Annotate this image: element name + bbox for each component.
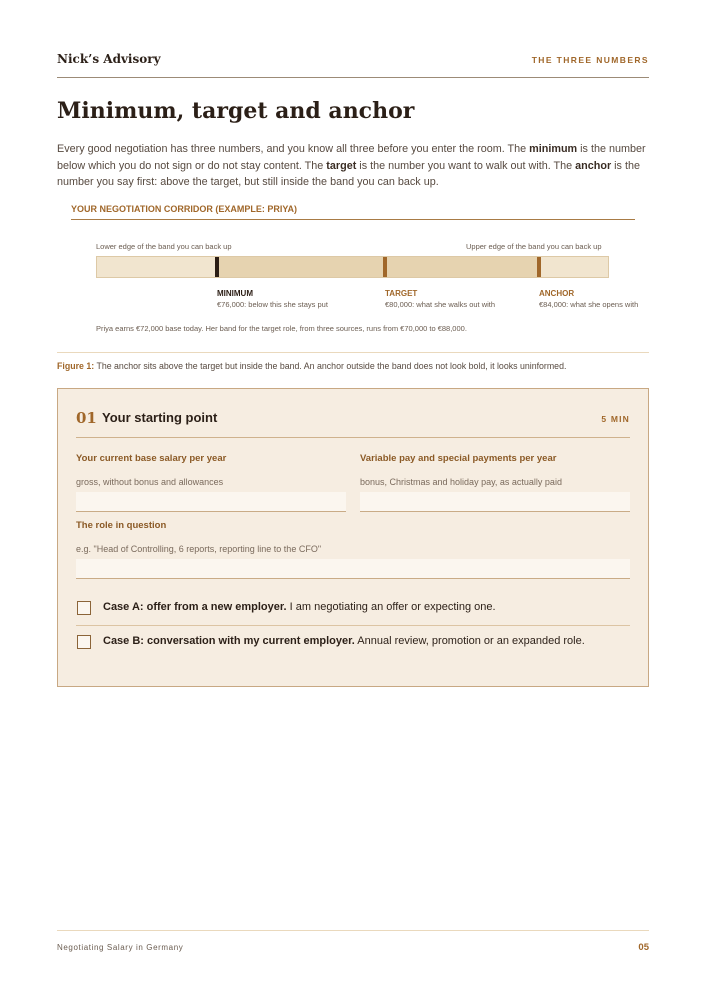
minimum-title: MINIMUM: [217, 289, 253, 298]
case-b-text: Case B: conversation with my current employer. Annual review, promotion or an expanded role.: [103, 635, 585, 647]
footer-book-title: Negotiating Salary in Germany: [57, 943, 184, 952]
brand-name: Nick’s Advisory: [57, 52, 161, 66]
time-estimate: 5 MIN: [601, 414, 630, 424]
figure-title: YOUR NEGOTIATION CORRIDOR (EXAMPLE: PRIYA): [71, 204, 635, 220]
role-label: The role in question: [76, 520, 167, 531]
negotiation-band: [96, 256, 609, 278]
role-hint: e.g. "Head of Controlling, 6 reports, reporting line to the CFO": [76, 544, 322, 554]
anchor-title: ANCHOR: [539, 289, 575, 298]
anchor-marker: [537, 257, 541, 277]
figure-footnote: Priya earns €72,000 base today. Her band for the target role, from three sources, runs from €70,000 to €88,000.: [96, 324, 467, 333]
base-salary-hint: gross, without bonus and allowances: [76, 477, 224, 487]
role-input[interactable]: [76, 559, 630, 579]
anchor-desc: €84,000: what she opens with: [539, 300, 639, 309]
card-divider: [76, 437, 630, 438]
minimum-marker: [215, 257, 219, 277]
term-target: target: [326, 159, 357, 172]
base-salary-label: Your current base salary per year: [76, 453, 227, 464]
variable-pay-input[interactable]: [360, 492, 630, 512]
band-upper-label: Upper edge of the band you can back up: [466, 242, 602, 251]
term-minimum: minimum: [529, 143, 578, 155]
section-label: THE THREE NUMBERS: [531, 55, 649, 65]
card-title: Your starting point: [102, 410, 218, 425]
base-salary-input[interactable]: [76, 492, 346, 512]
starting-point-card: [57, 388, 649, 687]
step-number: 01: [76, 409, 97, 427]
footer-divider: [57, 930, 649, 931]
case-a-text: Case A: offer from a new employer. I am negotiating an offer or expecting one.: [103, 601, 496, 613]
page-header: [57, 51, 649, 78]
page-title: Minimum, target and anchor: [57, 98, 415, 124]
target-title: TARGET: [385, 289, 418, 298]
page-number: 05: [638, 942, 649, 953]
corridor-range: [217, 257, 539, 277]
variable-pay-label: Variable pay and special payments per year: [360, 453, 557, 464]
intro-paragraph: Every good negotiation has three numbers, and you know all three before you enter the room. The minimum is the number below which you do not sign or do not stay content. The target is the number you want to walk out with. The anchor is the number you say first: above the target, but still inside the band you can back up.: [57, 143, 646, 188]
target-marker: [383, 257, 387, 277]
case-b-option[interactable]: [76, 632, 630, 650]
case-b-checkbox[interactable]: [77, 635, 91, 649]
case-a-checkbox[interactable]: [77, 601, 91, 615]
figure-caption: Figure 1: The anchor sits above the target but inside the band. An anchor outside the band does not look bold, it looks uninformed.: [57, 361, 567, 371]
case-divider: [76, 625, 630, 626]
variable-pay-hint: bonus, Christmas and holiday pay, as actually paid: [360, 477, 562, 487]
figure-divider: [57, 352, 649, 353]
caption-label: Figure 1:: [57, 361, 95, 371]
term-anchor: anchor: [575, 159, 612, 172]
case-a-option[interactable]: [76, 598, 630, 616]
minimum-desc: €76,000: below this she stays put: [217, 300, 328, 309]
band-lower-label: Lower edge of the band you can back up: [96, 242, 232, 251]
target-desc: €80,000: what she walks out with: [385, 300, 496, 309]
